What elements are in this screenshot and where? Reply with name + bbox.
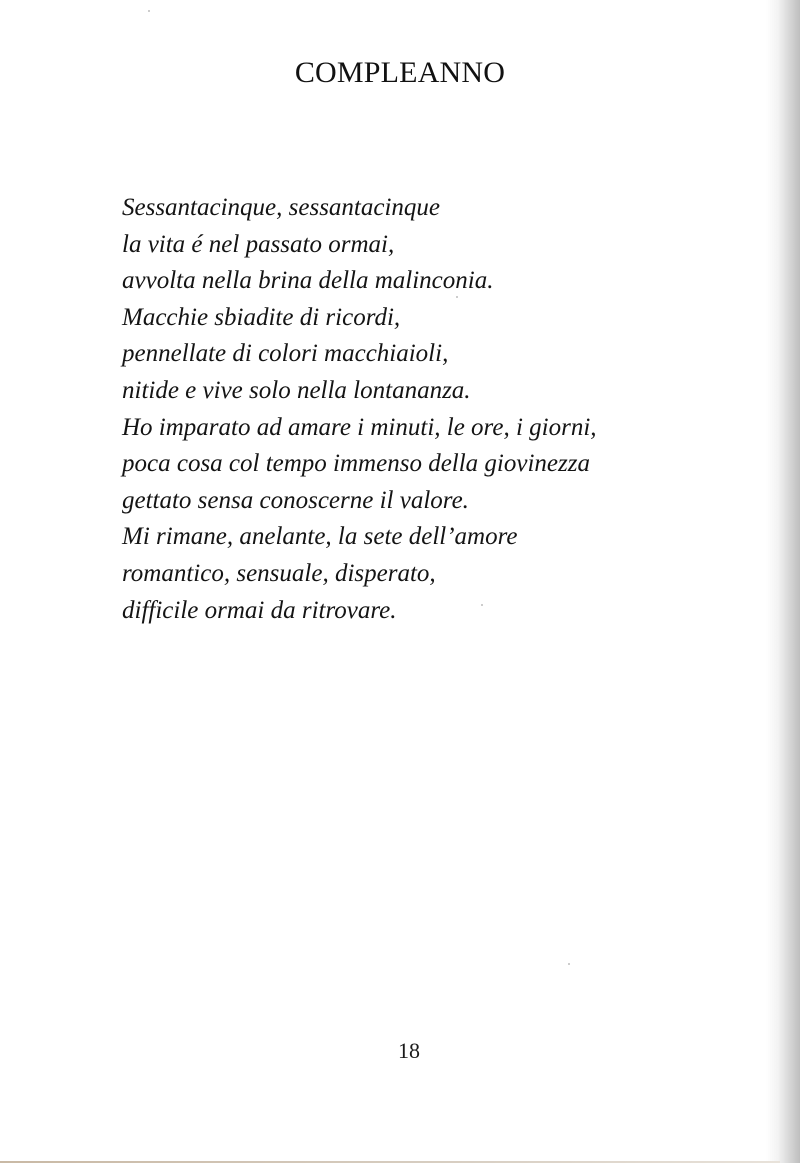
poem-line: la vita é nel passato ormai, xyxy=(122,230,395,258)
poem-body xyxy=(122,190,762,629)
poem-line: difficile ormai da ritrovare. xyxy=(122,596,397,624)
poem-line: romantico, sensuale, disperato, xyxy=(122,559,436,587)
paper-speck xyxy=(568,963,570,965)
poem-line: poca cosa col tempo immenso della giovinezza xyxy=(122,450,590,478)
poem-line: nitide e vive solo nella lontananza. xyxy=(122,376,471,404)
poem-title: COMPLEANNO xyxy=(294,56,506,89)
poem-line: Macchie sbiadite di ricordi, xyxy=(122,303,401,331)
poem-line: avvolta nella brina della malinconia. xyxy=(122,267,494,295)
paper-speck xyxy=(481,604,483,606)
page-number: 18 xyxy=(398,1038,420,1063)
paper-speck xyxy=(456,296,458,298)
page-edge-shadow xyxy=(766,0,800,1163)
poem-line: Sessantacinque, sessantacinque xyxy=(122,194,441,221)
paper-speck xyxy=(148,10,150,12)
poem-line: gettato sensa conoscerne il valore. xyxy=(122,486,469,514)
poem-line: pennellate di colori macchiaioli, xyxy=(122,340,449,368)
poem-line: Ho imparato ad amare i minuti, le ore, i giorni, xyxy=(122,413,597,441)
poem-line: Mi rimane, anelante, la sete dell’amore xyxy=(122,523,518,551)
